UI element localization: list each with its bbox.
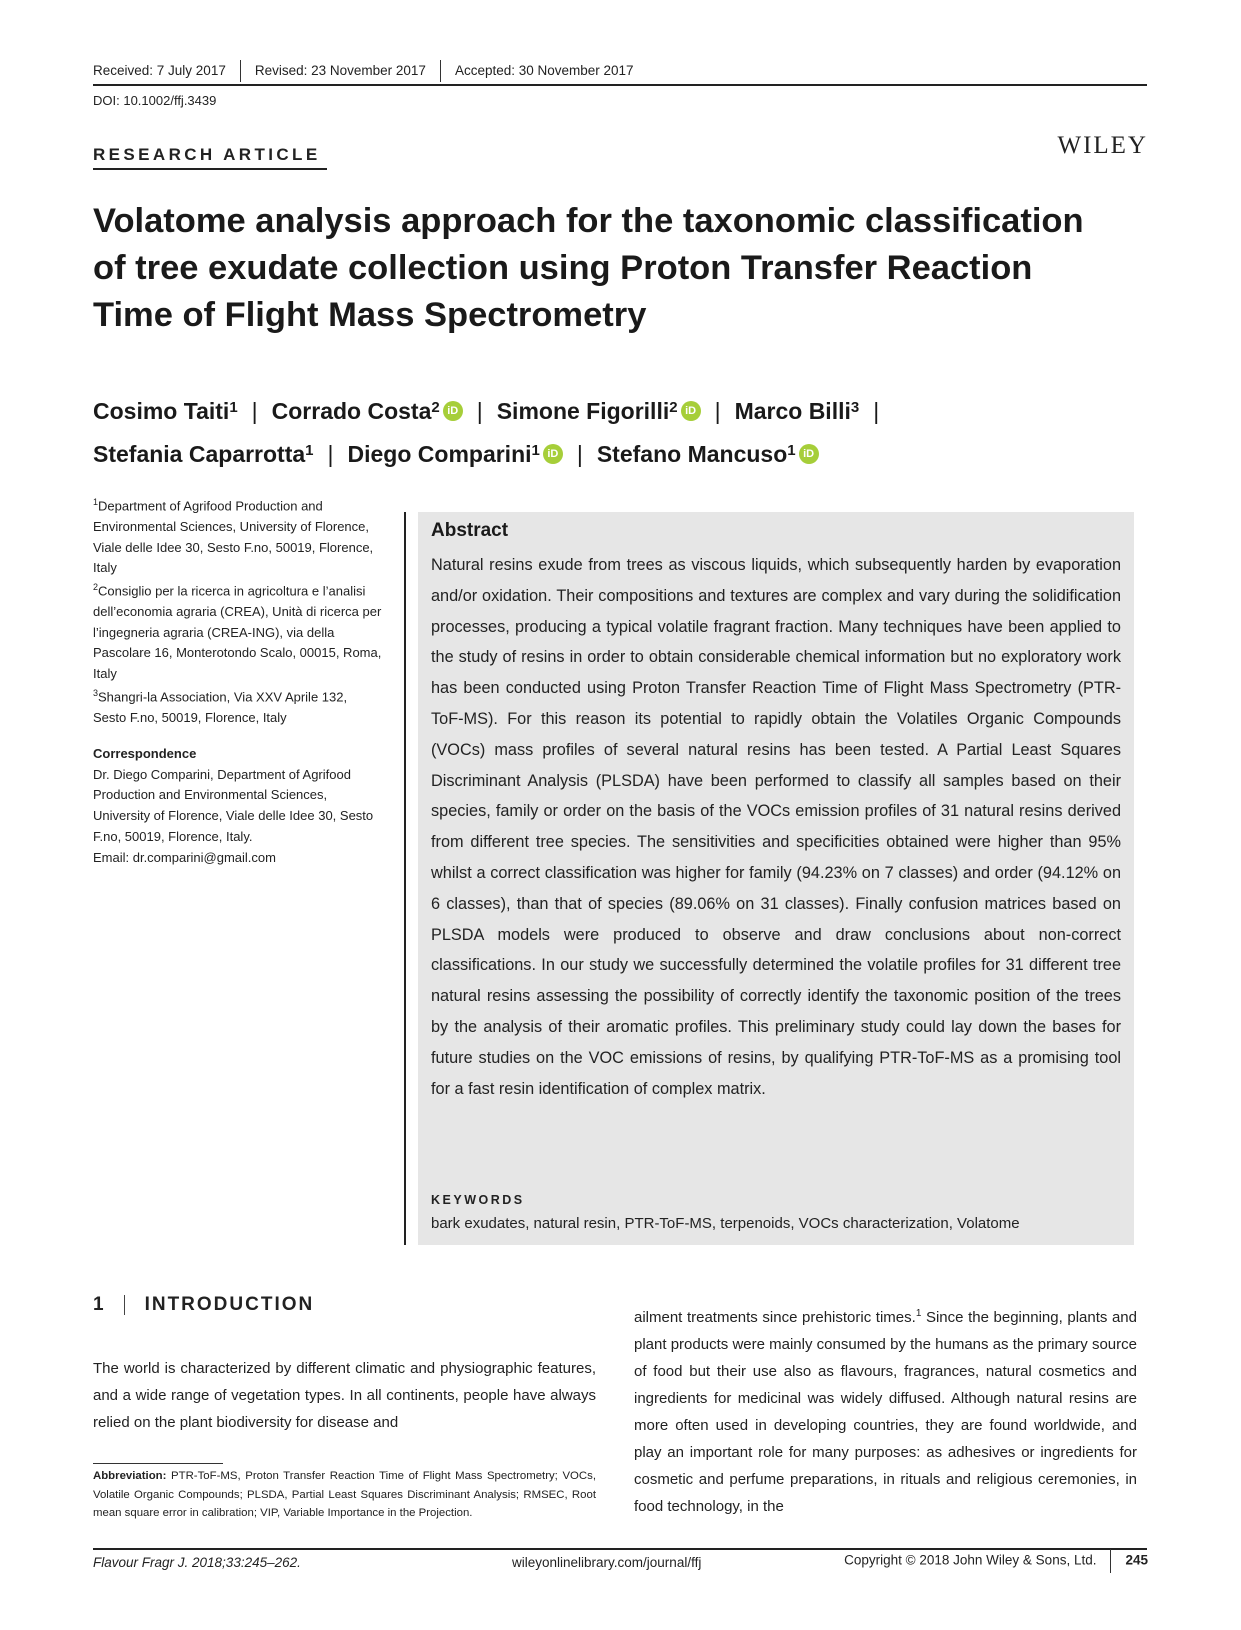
correspondence-email[interactable]: Email: dr.comparini@gmail.com (93, 849, 276, 865)
column-divider (404, 512, 406, 1245)
author[interactable]: Stefania Caparrotta$^1$ (93, 441, 314, 467)
author[interactable]: Corrado Costa$^2$ (271, 398, 440, 424)
author-list: Cosimo Taiti$^1$ | Corrado Costa$^2$ iD | Simone Figorilli$^2$ iD | Marco Billi$^3$ | Stefania Caparrotta$^1$ | Diego Comparini$^1$ iD | Stefano Mancuso$^1$ iD (93, 398, 880, 467)
received-date: Received: 7 July 2017 (93, 62, 226, 78)
citation-ref[interactable]: 1 (915, 1308, 922, 1319)
section-title: INTRODUCTION (144, 1294, 315, 1315)
keywords: bark exudates, natural resin, PTR-ToF-MS, terpenoids, VOCs characterization, Volatome (431, 1215, 1020, 1232)
revised-date: Revised: 23 November 2017 (254, 62, 426, 78)
section-number: 1 (93, 1294, 104, 1315)
keywords-heading: KEYWORDS (431, 1193, 525, 1207)
author[interactable]: Diego Comparini$^1$ (347, 441, 540, 467)
affiliation-2: $^2$Consiglio per la ricerca in agricoltura e l’analisi dell’economia agraria (CREA), Unità di ricerca per l’ingegneria agraria (CREA-ING), via della Pascolare 16, Monterotondo Scalo, 00015, Roma, Italy (93, 582, 382, 682)
divider (440, 60, 441, 82)
intro-left-column: The world is characterized by different climatic and physiographic features, and a wide range of vegetation types. In all continents, people have always relied on the plant biodiversity for disease and (93, 1360, 596, 1431)
accepted-date: Accepted: 30 November 2017 (454, 62, 634, 78)
article-type: RESEARCH ARTICLE (93, 145, 321, 164)
author[interactable]: Marco Billi$^3$ (734, 398, 860, 424)
page-number: 245 (1125, 1552, 1148, 1568)
article-type-underline (93, 168, 327, 170)
section-heading (93, 1294, 314, 1316)
abstract-text: Natural resins exude from trees as viscous liquids, which subsequently harden by evaporation and/or oxidation. Their compositions and textures are complex and vary during the solidification processes, producing a typical volatile fragrant fraction. Many techniques have been applied to the study of resins in order to obtain considerable chemical information but no exploratory work has been conducted using Proton Transfer Reaction Time of Flight Mass Spectrometry (PTR-ToF-MS). For this reason its potential to rapidly obtain the Volatiles Organic Compounds (VOCs) mass profiles of several natural resins has been tested. A Partial Least Squares Discriminant Analysis (PLSDA) have been performed to classify all samples based on their species, family or order on the basis of the VOCs emission profiles of 31 natural resins derived from different tree species. The sensitivities and specificities obtained were higher than 95% whilst a correct classification was higher for family (94.23% on 7 classes) and order (94.12% on 6 classes), than that of species (89.06% on 31 classes). Finally confusion matrices based on PLSDA models were produced to observe and draw conclusions about non-correct classifications. In our study we successfully determined the volatile profiles for 31 different tree natural resins assessing the possibility of correctly identify the taxonomic position of the trees by the analysis of their aromatic profiles. This preliminary study could lay down the bases for future studies on the VOC emissions of resins, by qualifying PTR-ToF-MS as a promising tool for a fast resin identification of complex matrix. (431, 556, 1121, 1098)
orcid-icon[interactable]: iD (443, 401, 463, 421)
divider (124, 1295, 125, 1315)
abbreviation-note: Abbreviation: PTR-ToF-MS, Proton Transfer Reaction Time of Flight Mass Spectrometry; VOCs, Volatile Organic Compounds; PLSDA, Partial Least Squares Discriminant Analysis; RMSEC, Root mean square error in calibration; VIP, Variable Importance in the Projection. (93, 1470, 596, 1520)
correspondence (93, 744, 383, 868)
journal-url[interactable]: wileyonlinelibrary.com/journal/ffj (512, 1555, 702, 1570)
orcid-icon[interactable]: iD (799, 444, 819, 464)
footer-right (844, 1549, 1148, 1573)
article-title (93, 198, 1153, 339)
journal-citation: Flavour Fragr J. 2018;33:245–262. (93, 1555, 301, 1570)
publication-dates (93, 60, 634, 82)
correspondence-title: Correspondence (93, 746, 197, 761)
footnote-rule (93, 1463, 223, 1464)
divider (1110, 1549, 1111, 1573)
orcid-icon[interactable]: iD (681, 401, 701, 421)
intro-right-column: ailment treatments since prehistoric times.$^1$ Since the beginning, plants and plant products were mainly consumed by the humans as the primary source of food but their use also as flavours, fragrances, natural cosmetics and ingredients for medicinal was widely diffused. Although natural resins are more often used in developing countries, they are found worldwide, and play an important role for many purposes: as adhesives or ingredients for cosmetic and perfume preparations, in rituals and religious ceremonies, in food technology, in the (634, 1308, 1137, 1515)
correspondence-text: Dr. Diego Comparini, Department of Agrifood Production and Environmental Sciences, University of Florence, Viale delle Idee 30, Sesto F.no, 50019, Florence, Italy. (93, 766, 374, 844)
title-line-3: Time of Flight Mass Spectrometry (93, 296, 647, 334)
doi[interactable]: DOI: 10.1002/ffj.3439 (93, 93, 217, 108)
divider (240, 60, 241, 82)
copyright: Copyright © 2018 John Wiley & Sons, Ltd. (844, 1552, 1097, 1568)
author[interactable]: Simone Figorilli$^2$ (496, 398, 678, 424)
orcid-icon[interactable]: iD (543, 444, 563, 464)
title-line-2: of tree exudate collection using Proton Transfer Reaction (93, 249, 1033, 287)
publisher-logo: WILEY (1057, 132, 1148, 159)
affiliation-3: $^3$Shangri-la Association, Via XXV Aprile 132, Sesto F.no, 50019, Florence, Italy (93, 688, 348, 726)
author[interactable]: Stefano Mancuso$^1$ (596, 441, 796, 467)
author[interactable]: Cosimo Taiti$^1$ (93, 398, 238, 424)
affiliation-1: $^1$Department of Agrifood Production and Environmental Sciences, University of Florence, Viale delle Idee 30, Sesto F.no, 50019, Florence, Italy (93, 497, 374, 576)
title-line-1: Volatome analysis approach for the taxonomic classification (93, 202, 1084, 240)
abstract-heading: Abstract (431, 520, 509, 541)
header-rule (93, 84, 1147, 86)
